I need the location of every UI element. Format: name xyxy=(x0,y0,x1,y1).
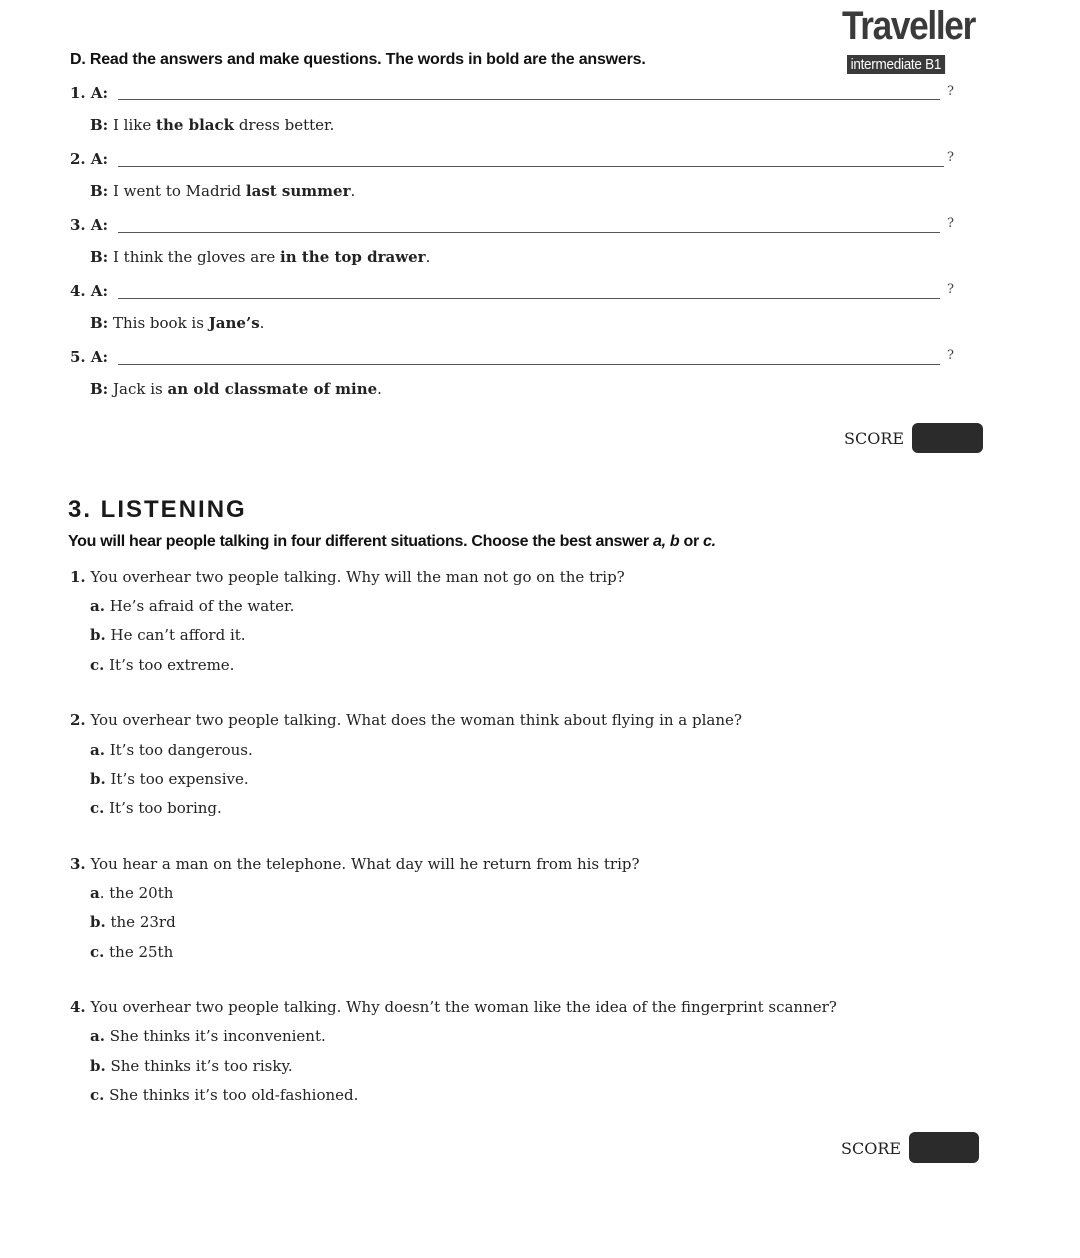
answer-b xyxy=(90,182,355,200)
answer-b-label: B: xyxy=(90,182,109,200)
answer-b-text-end: . xyxy=(425,248,431,266)
answer-b-text: Jack is xyxy=(108,380,168,398)
answer-b xyxy=(90,314,264,332)
question-number: 3. A: xyxy=(70,216,109,234)
answer-b-text: I think the gloves are xyxy=(108,248,281,266)
question-prompt: You overhear two people talking. What does the woman think about flying in a plane? xyxy=(85,711,742,729)
answer-b-bold: last summer xyxy=(245,182,351,200)
option-letter: c. xyxy=(90,799,105,817)
level-badge: intermediate B1 xyxy=(847,55,945,74)
question-number: 4. xyxy=(70,998,86,1016)
answer-b xyxy=(90,248,430,266)
answer-b-text: I like xyxy=(108,116,157,134)
option-letter: c. xyxy=(90,943,105,961)
instruction-or: or xyxy=(679,533,704,550)
question-mark: ? xyxy=(947,150,954,165)
option-text: It’s too expensive. xyxy=(105,770,249,788)
question-text xyxy=(70,711,742,729)
option-text: the 23rd xyxy=(105,913,176,931)
question-number: 3. xyxy=(70,855,86,873)
answer-b-label: B: xyxy=(90,116,109,134)
answer-b-label: B: xyxy=(90,380,109,398)
question-number: 1. A: xyxy=(70,84,109,102)
instruction-text: You will hear people talking in four different situations. Choose the best answer xyxy=(68,533,653,550)
option-c[interactable] xyxy=(90,656,234,674)
option-letter: b. xyxy=(90,913,106,931)
answer-b-text-end: . xyxy=(259,314,265,332)
question-text xyxy=(70,855,640,873)
option-text: She thinks it’s too risky. xyxy=(105,1057,293,1075)
section-title-listening: 3. LISTENING xyxy=(68,496,247,523)
option-text: . the 20th xyxy=(99,884,174,902)
question-text xyxy=(70,568,625,586)
option-letter: b. xyxy=(90,770,106,788)
option-b[interactable] xyxy=(90,913,176,931)
option-text: She thinks it’s inconvenient. xyxy=(104,1027,326,1045)
option-letter: a. xyxy=(90,597,105,615)
option-c[interactable] xyxy=(90,1086,358,1104)
question-number: 4. A: xyxy=(70,282,109,300)
answer-b-text-end: . xyxy=(377,380,382,398)
answer-b xyxy=(90,116,334,134)
answer-b-text-end: dress better. xyxy=(234,116,335,134)
option-c[interactable] xyxy=(90,943,173,961)
answer-b-text: I went to Madrid xyxy=(108,182,246,200)
option-text: He’s afraid of the water. xyxy=(104,597,295,615)
option-a[interactable] xyxy=(90,597,294,615)
answer-b-text-end: . xyxy=(350,182,356,200)
answer-line[interactable] xyxy=(118,166,944,167)
option-text: She thinks it’s too old-fashioned. xyxy=(104,1086,359,1104)
answer-line[interactable] xyxy=(118,99,940,100)
question-text xyxy=(70,998,837,1016)
option-letter: c. xyxy=(90,1086,105,1104)
answer-b-bold: Jane’s xyxy=(208,314,260,332)
option-text: He can’t afford it. xyxy=(105,626,246,644)
option-letter: a xyxy=(90,884,100,902)
question-number: 5. A: xyxy=(70,348,109,366)
option-letter: a. xyxy=(90,1027,105,1045)
answer-line[interactable] xyxy=(118,364,940,365)
score-box[interactable] xyxy=(912,423,983,453)
listening-instruction xyxy=(68,533,716,551)
option-letter: a. xyxy=(90,741,105,759)
answer-b xyxy=(90,380,382,398)
answer-b-label: B: xyxy=(90,314,109,332)
option-b[interactable] xyxy=(90,1057,293,1075)
question-number: 2. A: xyxy=(70,150,109,168)
question-mark: ? xyxy=(947,84,954,99)
question-number: 2. xyxy=(70,711,86,729)
question-prompt: You overhear two people talking. Why will the man not go on the trip? xyxy=(85,568,625,586)
option-c[interactable] xyxy=(90,799,222,817)
section-d-title: D. Read the answers and make questions. The words in bold are the answers. xyxy=(70,51,646,68)
question-prompt: You overhear two people talking. Why doesn’t the woman like the idea of the fingerprint scanner? xyxy=(85,998,837,1016)
option-text: It’s too extreme. xyxy=(104,656,235,674)
answer-line[interactable] xyxy=(118,298,940,299)
score-box[interactable] xyxy=(909,1132,979,1163)
question-mark: ? xyxy=(947,282,954,297)
option-letter: b. xyxy=(90,626,106,644)
question-mark: ? xyxy=(947,216,954,231)
question-prompt: You hear a man on the telephone. What day will he return from his trip? xyxy=(85,855,640,873)
option-a[interactable] xyxy=(90,1027,326,1045)
instruction-option-c: c. xyxy=(703,533,716,550)
option-a[interactable] xyxy=(90,741,253,759)
question-number: 1. xyxy=(70,568,86,586)
option-letter: b. xyxy=(90,1057,106,1075)
score-label: SCORE xyxy=(841,1139,902,1158)
option-letter: c. xyxy=(90,656,105,674)
answer-b-bold: the black xyxy=(156,116,235,134)
question-mark: ? xyxy=(947,348,954,363)
option-text: It’s too dangerous. xyxy=(104,741,253,759)
answer-b-text: This book is xyxy=(108,314,209,332)
instruction-options-ab: a, b xyxy=(652,533,680,550)
score-label: SCORE xyxy=(844,429,905,448)
answer-b-bold: in the top drawer xyxy=(280,248,426,266)
option-b[interactable] xyxy=(90,626,246,644)
option-b[interactable] xyxy=(90,770,249,788)
option-text: It’s too boring. xyxy=(104,799,222,817)
answer-b-bold: an old classmate of mine xyxy=(167,380,378,398)
option-a[interactable] xyxy=(90,884,173,902)
answer-line[interactable] xyxy=(118,232,940,233)
brand-logo: Traveller xyxy=(842,4,975,48)
option-text: the 25th xyxy=(104,943,174,961)
answer-b-label: B: xyxy=(90,248,109,266)
